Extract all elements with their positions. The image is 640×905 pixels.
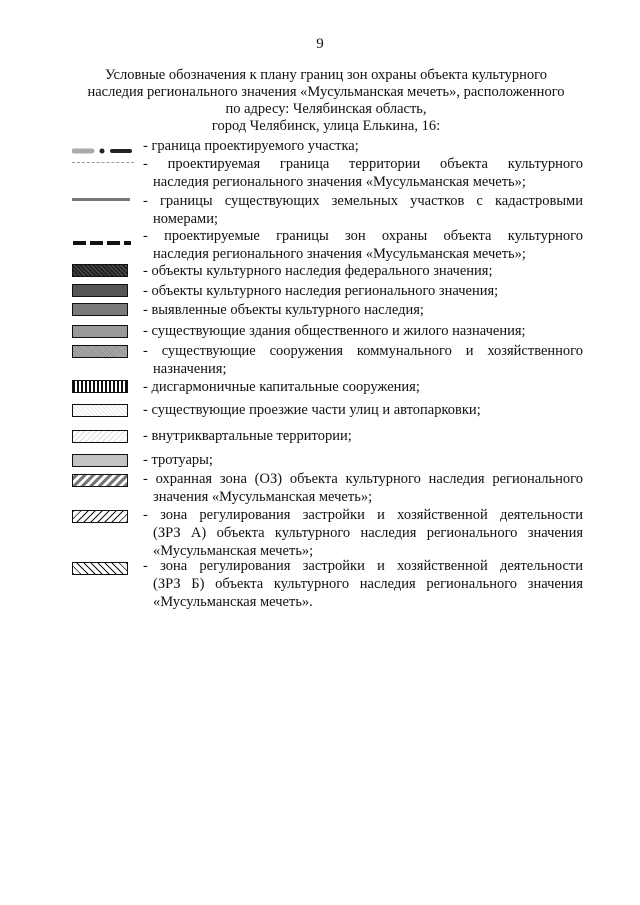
legend-item-cadastral-boundary: - границы существующих земельных участков с кадастровыми номерами;	[143, 193, 583, 227]
dark-gray-box-icon	[72, 284, 128, 297]
legend-item-zrz-b: - зона регулирования застройки и хозяйственной деятельности (ЗРЗ Б) объекта культурного наследия регионального значения «Мусульманская мечеть».	[143, 558, 583, 610]
legend-title	[70, 67, 582, 135]
legend-item-disharmonious-structures: - дисгармоничные капитальные сооружения;	[143, 379, 420, 395]
legend-item-regional-heritage: - объекты культурного наследия регионального значения;	[143, 283, 499, 299]
project-boundary-symbol	[72, 142, 130, 160]
dark-stippled-box-icon	[72, 264, 128, 277]
legend-item-protection-zone: - охранная зона (ОЗ) объекта культурного наследия регионального значения «Мусульманская мечеть»;	[143, 471, 583, 505]
legend-item-federal-heritage: - объекты культурного наследия федерального значения;	[143, 263, 493, 279]
legend-item-sidewalks: - тротуары;	[143, 452, 213, 468]
legend-item-zrz-a: - зона регулирования застройки и хозяйственной деятельности (ЗРЗ А) объекта культурного наследия регионального значения «Мусульманская мечеть»;	[143, 507, 583, 559]
title-line: наследия регионального значения «Мусульманская мечеть», расположенного	[87, 84, 565, 100]
dashed-line-icon	[72, 240, 132, 246]
legend-item-territory-boundary: - проектируемая граница территории объекта культурного наследия регионального значения «Мусульманская мечеть»;	[143, 156, 583, 190]
gray-line-icon	[72, 198, 130, 201]
title-line: город Челябинск, улица Елькина, 16:	[211, 118, 441, 134]
title-line: по адресу: Челябинская область,	[225, 101, 427, 117]
legend-item-project-boundary: - граница проектируемого участка;	[143, 138, 359, 154]
light-gray-box-icon	[72, 325, 128, 338]
legend-item-protection-zone-boundary: - проектируемые границы зон охраны объекта культурного наследия регионального значения «Мусульманская мечеть»;	[143, 228, 583, 262]
legend-item-intra-quarter: - внутриквартальные территории;	[143, 428, 352, 444]
stippled-gray-box-icon	[72, 345, 128, 358]
dot-dash-line-icon	[72, 147, 132, 155]
gray-diagonal-hatch-box-icon	[72, 474, 128, 487]
legend-item-utility-structures: - существующие сооружения коммунального и хозяйственного назначения;	[143, 343, 583, 377]
sparse-stipple-box-icon	[72, 430, 128, 443]
mid-gray-box-icon	[72, 303, 128, 316]
page-number: 9	[316, 36, 324, 52]
vertical-hatch-box-icon	[72, 380, 128, 393]
legend-item-existing-buildings: - существующие здания общественного и жилого назначения;	[143, 323, 526, 339]
back-diagonal-hatch-box-icon	[72, 562, 128, 575]
legend-item-identified-heritage: - выявленные объекты культурного наследия;	[143, 302, 424, 318]
pale-gray-box-icon	[72, 454, 128, 467]
legend-item-carriageways: - существующие проезжие части улиц и автопарковки;	[143, 402, 481, 418]
diagonal-hatch-box-icon	[72, 510, 128, 523]
thin-dotted-line-icon	[72, 162, 134, 163]
title-line: Условные обозначения к плану границ зон охраны объекта культурного	[105, 67, 547, 83]
light-stipple-box-icon	[72, 404, 128, 417]
protection-zone-boundary-symbol	[72, 233, 130, 251]
